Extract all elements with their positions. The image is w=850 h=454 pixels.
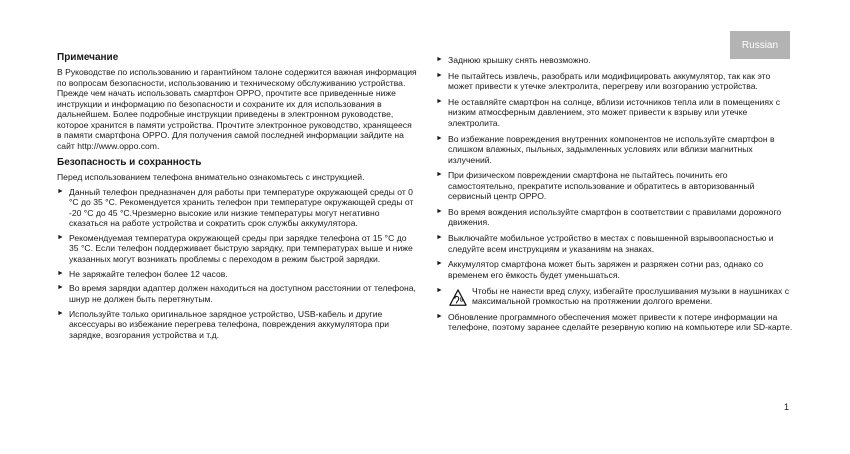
left-column	[57, 52, 417, 344]
bullet-arrow-icon: ►	[436, 134, 443, 142]
intro-paragraph: В Руководстве по использованию и гарантийном талоне содержится важная информация по вопросам безопасности, использованию и техническому обслуживанию устройства. Прежде чем начать использовать смартфон OPPO, прочтите все приведенные ниже инструкции и информацию по безопасности и сохраните их для использования в дальнейшем. Более подробные инструкции приведены в электронном руководстве, которое хранится в памяти устройства. Прочтите электронное руководство, хранящееся в памяти смартфона OPPO. Для получения самой последней информации зайдите на сайт http://www.oppo.com.	[57, 67, 417, 151]
list-item: ► Используйте только оригинальное зарядное устройство, USB-кабель и другие аксессуары во избежание перегрева телефона, повреждения аккумулятора при зарядке, возгорания устройства и т.д.	[57, 308, 390, 340]
list-item: ► Аккумулятор смартфона может быть заряжен и разряжен сотни раз, однако со временем его ёмкость будет уменьшаться.	[436, 259, 764, 280]
bullet-arrow-icon: ►	[57, 284, 64, 292]
heading-note: Примечание	[57, 52, 119, 63]
list-item: ► Чтобы не нанести вред слуху, избегайте прослушивания музыки в наушниках с максимальной громкостью на протяжении долгого времени.	[436, 285, 789, 306]
right-column	[436, 55, 794, 338]
page-number: 1	[784, 402, 790, 412]
bullet-arrow-icon: ►	[436, 260, 443, 268]
right-bullet-list	[436, 55, 794, 333]
bullet-arrow-icon: ►	[436, 234, 443, 242]
list-item: ► При физическом повреждении смартфона не пытайтесь починить его самостоятельно, прекратите использование и обратитесь в авторизованный сервисный центр OPPO.	[436, 170, 755, 202]
bullet-arrow-icon: ►	[57, 309, 64, 317]
list-item: ► Заднюю крышку снять невозможно.	[436, 55, 591, 65]
bullet-arrow-icon: ►	[436, 56, 443, 63]
bullet-arrow-icon: ►	[436, 207, 443, 215]
heading-safety: Безопасность и сохранность	[57, 157, 202, 168]
hearing-warning-icon	[449, 289, 467, 307]
list-item: ► Не оставляйте смартфон на солнце, вблизи источников тепла или в помещениях с низким атмосферным давлением, это может привести к взрыву или утечке электролита.	[436, 96, 780, 128]
list-item: ► Не пытайтесь извлечь, разобрать или модифицировать аккумулятор, так как это может привести к утечке электролита, перегреву или возгоранию устройства.	[436, 70, 771, 92]
list-item: ► Обновление программного обеспечения может привести к потере информации на телефоне, поэтому заранее сделайте резервную копию на компьютере или SD-карте.	[436, 311, 793, 333]
bullet-arrow-icon: ►	[436, 286, 443, 294]
bullet-arrow-icon: ►	[436, 312, 443, 320]
bullet-arrow-icon: ►	[57, 269, 64, 277]
bullet-arrow-icon: ►	[436, 71, 443, 79]
list-item: ► Во время вождения используйте смартфон в соответствии с правилами дорожного движения.	[436, 206, 782, 228]
safety-intro: Перед использованием телефона внимательно ознакомьтесь с инструкцией.	[57, 172, 365, 182]
language-tab: Russian	[730, 31, 790, 59]
list-item: ► Во время зарядки адаптер должен находиться на доступном расстоянии от телефона, шнур не должен быть перетянутым.	[57, 283, 416, 304]
left-bullet-list	[57, 187, 417, 341]
bullet-arrow-icon: ►	[57, 187, 64, 195]
list-item: ► Рекомендуемая температура окружающей среды при зарядке телефона от 15 °C до 35 °C. Если телефон поддерживает быструю зарядку, при температурах выше и ниже указанных могут возникать проблемы с переходом в режим быстрой зарядки.	[57, 232, 413, 264]
bullet-arrow-icon: ►	[436, 171, 443, 179]
bullet-arrow-icon: ►	[436, 97, 443, 105]
list-item: ► Выключайте мобильное устройство в местах с повышенной взрывоопасностью и следуйте всем инструкциям и указаниям на знаках.	[436, 233, 774, 254]
list-item: ► Во избежание повреждения внутренних компонентов не используйте смартфон в слишком влажных, пыльных, задымленных условиях или вблизи магнитных излучений.	[436, 133, 775, 165]
bullet-arrow-icon: ►	[57, 233, 64, 241]
list-item: ► Данный телефон предназначен для работы при температуре окружающей среды от 0 °C до 35 °C. Рекомендуется хранить телефон при температуре окружающей среды от -20 °C до 45 °C.Чрезмерно высокие или низкие температуры могут негативно сказаться на работе устройства и сократить срок службы аккумулятора.	[57, 186, 414, 228]
list-item: ► Не заряжайте телефон более 12 часов.	[57, 268, 228, 279]
